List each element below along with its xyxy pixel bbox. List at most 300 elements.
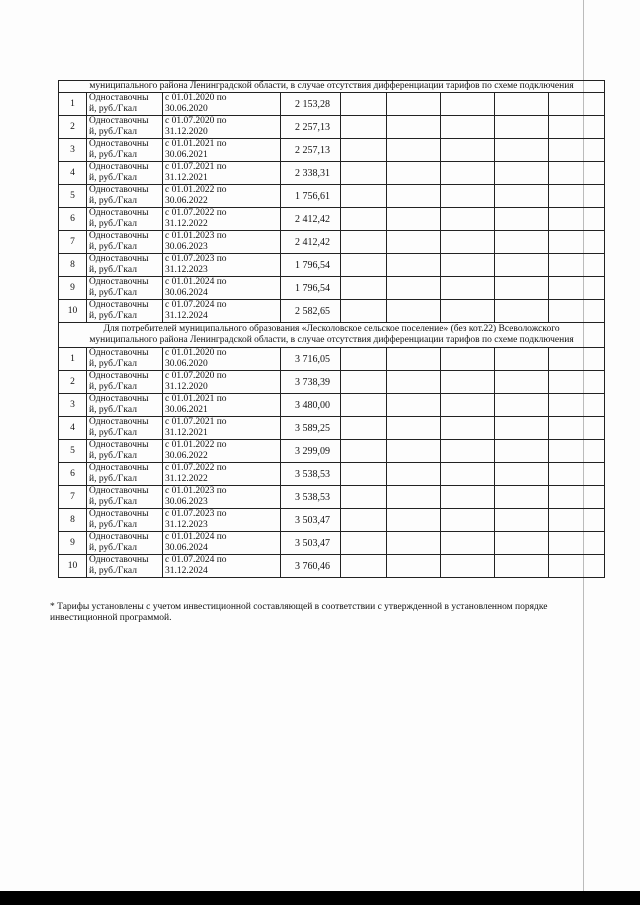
period-line: с 01.01.2020 по bbox=[165, 348, 227, 358]
row-number: 3 bbox=[70, 399, 75, 410]
row-number-cell bbox=[59, 208, 87, 231]
empty-cell bbox=[387, 93, 441, 116]
tariff-type-line: й, руб./Гкал bbox=[89, 173, 137, 183]
period-line: 30.06.2020 bbox=[165, 359, 208, 369]
empty-cell bbox=[495, 254, 549, 277]
empty-cell bbox=[341, 348, 387, 371]
price-cell bbox=[281, 348, 341, 371]
tariff-type-cell bbox=[87, 277, 163, 300]
empty-cell bbox=[387, 139, 441, 162]
tariff-type-line: Одноставочны bbox=[89, 555, 149, 565]
empty-cell bbox=[341, 371, 387, 394]
empty-cell bbox=[387, 371, 441, 394]
table-row bbox=[59, 417, 605, 440]
empty-cell bbox=[441, 417, 495, 440]
row-number-cell bbox=[59, 162, 87, 185]
empty-cell bbox=[549, 463, 605, 486]
empty-cell bbox=[387, 277, 441, 300]
empty-cell bbox=[549, 348, 605, 371]
tariff-type-line: Одноставочны bbox=[89, 394, 149, 404]
period-cell bbox=[163, 440, 281, 463]
period-line: 30.06.2020 bbox=[165, 104, 208, 114]
empty-cell bbox=[341, 555, 387, 578]
tariff-type-line: й, руб./Гкал bbox=[89, 566, 137, 576]
empty-cell bbox=[441, 371, 495, 394]
tariff-type-line: й, руб./Гкал bbox=[89, 428, 137, 438]
empty-cell bbox=[441, 231, 495, 254]
section-header-line: Для потребителей муниципального образования «Лесколовское сельское поселение» (без кот.22) Всеволожского bbox=[103, 324, 560, 334]
price-value: 3 716,05 bbox=[295, 353, 330, 365]
row-number-cell bbox=[59, 116, 87, 139]
empty-cell bbox=[441, 300, 495, 323]
empty-cell bbox=[549, 277, 605, 300]
period-line: 30.06.2023 bbox=[165, 497, 208, 507]
empty-cell bbox=[387, 185, 441, 208]
period-line: с 01.01.2021 по bbox=[165, 139, 227, 149]
empty-cell bbox=[387, 300, 441, 323]
row-number: 7 bbox=[70, 236, 75, 247]
price-cell bbox=[281, 509, 341, 532]
price-value: 2 412,42 bbox=[295, 213, 330, 225]
tariff-type-line: й, руб./Гкал bbox=[89, 127, 137, 137]
period-cell bbox=[163, 277, 281, 300]
row-number: 5 bbox=[70, 190, 75, 201]
period-line: с 01.01.2020 по bbox=[165, 93, 227, 103]
tariff-table bbox=[58, 80, 605, 578]
tariff-type-line: Одноставочны bbox=[89, 463, 149, 473]
tariff-type-line: Одноставочны bbox=[89, 440, 149, 450]
empty-cell bbox=[387, 532, 441, 555]
period-line: 31.12.2021 bbox=[165, 428, 208, 438]
price-value: 1 796,54 bbox=[295, 259, 330, 271]
period-line: 31.12.2020 bbox=[165, 382, 208, 392]
period-cell bbox=[163, 463, 281, 486]
price-value: 1 796,54 bbox=[295, 282, 330, 294]
price-cell bbox=[281, 371, 341, 394]
tariff-type-line: й, руб./Гкал bbox=[89, 497, 137, 507]
empty-cell bbox=[495, 371, 549, 394]
tariff-type-line: й, руб./Гкал bbox=[89, 382, 137, 392]
empty-cell bbox=[341, 440, 387, 463]
period-cell bbox=[163, 139, 281, 162]
empty-cell bbox=[549, 532, 605, 555]
table-row bbox=[59, 231, 605, 254]
empty-cell bbox=[549, 509, 605, 532]
price-cell bbox=[281, 277, 341, 300]
price-value: 2 257,13 bbox=[295, 144, 330, 156]
period-line: 31.12.2024 bbox=[165, 311, 208, 321]
empty-cell bbox=[549, 440, 605, 463]
period-line: с 01.01.2023 по bbox=[165, 486, 227, 496]
period-cell bbox=[163, 394, 281, 417]
price-cell bbox=[281, 116, 341, 139]
tariff-type-line: Одноставочны bbox=[89, 348, 149, 358]
period-line: с 01.01.2024 по bbox=[165, 532, 227, 542]
empty-cell bbox=[549, 93, 605, 116]
empty-cell bbox=[341, 532, 387, 555]
empty-cell bbox=[341, 93, 387, 116]
tariff-type-cell bbox=[87, 555, 163, 578]
period-line: 31.12.2020 bbox=[165, 127, 208, 137]
empty-cell bbox=[549, 116, 605, 139]
row-number: 8 bbox=[70, 259, 75, 270]
period-line: с 01.01.2024 по bbox=[165, 277, 227, 287]
tariff-type-line: Одноставочны bbox=[89, 509, 149, 519]
price-cell bbox=[281, 208, 341, 231]
empty-cell bbox=[441, 208, 495, 231]
tariff-type-line: Одноставочны bbox=[89, 277, 149, 287]
row-number: 10 bbox=[67, 305, 78, 316]
tariff-type-line: й, руб./Гкал bbox=[89, 543, 137, 553]
tariff-type-cell bbox=[87, 93, 163, 116]
period-cell bbox=[163, 185, 281, 208]
row-number-cell bbox=[59, 93, 87, 116]
table-row bbox=[59, 486, 605, 509]
empty-cell bbox=[441, 463, 495, 486]
empty-cell bbox=[495, 231, 549, 254]
empty-cell bbox=[341, 116, 387, 139]
price-cell bbox=[281, 394, 341, 417]
price-value: 3 589,25 bbox=[295, 422, 330, 434]
row-number-cell bbox=[59, 348, 87, 371]
tariff-type-cell bbox=[87, 162, 163, 185]
price-cell bbox=[281, 486, 341, 509]
price-cell bbox=[281, 93, 341, 116]
empty-cell bbox=[441, 486, 495, 509]
price-value: 2 412,42 bbox=[295, 236, 330, 248]
empty-cell bbox=[549, 555, 605, 578]
price-cell bbox=[281, 532, 341, 555]
table-row bbox=[59, 532, 605, 555]
row-number: 4 bbox=[70, 422, 75, 433]
period-line: 31.12.2022 bbox=[165, 219, 208, 229]
tariff-type-line: й, руб./Гкал bbox=[89, 150, 137, 160]
tariff-type-cell bbox=[87, 463, 163, 486]
empty-cell bbox=[495, 185, 549, 208]
row-number-cell bbox=[59, 231, 87, 254]
tariff-type-cell bbox=[87, 300, 163, 323]
price-cell bbox=[281, 185, 341, 208]
table-row bbox=[59, 463, 605, 486]
price-cell bbox=[281, 162, 341, 185]
empty-cell bbox=[549, 371, 605, 394]
row-number-cell bbox=[59, 394, 87, 417]
empty-cell bbox=[441, 440, 495, 463]
empty-cell bbox=[441, 394, 495, 417]
row-number: 1 bbox=[70, 353, 75, 364]
table-row bbox=[59, 555, 605, 578]
empty-cell bbox=[387, 231, 441, 254]
price-value: 2 153,28 bbox=[295, 98, 330, 110]
empty-cell bbox=[387, 417, 441, 440]
empty-cell bbox=[441, 162, 495, 185]
period-line: 30.06.2022 bbox=[165, 451, 208, 461]
empty-cell bbox=[495, 394, 549, 417]
empty-cell bbox=[495, 555, 549, 578]
tariff-type-cell bbox=[87, 371, 163, 394]
empty-cell bbox=[441, 532, 495, 555]
empty-cell bbox=[495, 139, 549, 162]
empty-cell bbox=[549, 300, 605, 323]
price-value: 2 257,13 bbox=[295, 121, 330, 133]
table-row bbox=[59, 371, 605, 394]
empty-cell bbox=[341, 417, 387, 440]
empty-cell bbox=[495, 208, 549, 231]
row-number: 9 bbox=[70, 537, 75, 548]
row-number: 1 bbox=[70, 98, 75, 109]
tariff-type-cell bbox=[87, 348, 163, 371]
section-header-line: муниципального района Ленинградской области, в случае отсутствия дифференциации тарифов по схеме подключения bbox=[89, 335, 574, 345]
empty-cell bbox=[341, 254, 387, 277]
row-number-cell bbox=[59, 371, 87, 394]
row-number-cell bbox=[59, 440, 87, 463]
empty-cell bbox=[441, 509, 495, 532]
row-number: 8 bbox=[70, 514, 75, 525]
tariff-type-cell bbox=[87, 139, 163, 162]
row-number: 9 bbox=[70, 282, 75, 293]
empty-cell bbox=[495, 116, 549, 139]
row-number-cell bbox=[59, 139, 87, 162]
empty-cell bbox=[387, 509, 441, 532]
empty-cell bbox=[341, 277, 387, 300]
row-number-cell bbox=[59, 509, 87, 532]
period-line: 30.06.2021 bbox=[165, 405, 208, 415]
period-line: 31.12.2023 bbox=[165, 265, 208, 275]
tariff-type-cell bbox=[87, 116, 163, 139]
row-number: 7 bbox=[70, 491, 75, 502]
price-cell bbox=[281, 440, 341, 463]
empty-cell bbox=[341, 509, 387, 532]
tariff-type-line: Одноставочны bbox=[89, 254, 149, 264]
period-cell bbox=[163, 300, 281, 323]
period-cell bbox=[163, 348, 281, 371]
row-number-cell bbox=[59, 532, 87, 555]
period-line: 30.06.2021 bbox=[165, 150, 208, 160]
tariff-type-cell bbox=[87, 394, 163, 417]
price-value: 3 738,39 bbox=[295, 376, 330, 388]
period-cell bbox=[163, 486, 281, 509]
tariff-type-cell bbox=[87, 208, 163, 231]
tariff-type-line: Одноставочны bbox=[89, 486, 149, 496]
price-cell bbox=[281, 139, 341, 162]
tariff-type-line: Одноставочны bbox=[89, 93, 149, 103]
price-cell bbox=[281, 254, 341, 277]
tariff-type-line: й, руб./Гкал bbox=[89, 196, 137, 206]
row-number: 2 bbox=[70, 376, 75, 387]
tariff-type-line: й, руб./Гкал bbox=[89, 242, 137, 252]
empty-cell bbox=[387, 463, 441, 486]
price-value: 3 299,09 bbox=[295, 445, 330, 457]
tariff-type-line: Одноставочны bbox=[89, 231, 149, 241]
tariff-type-line: й, руб./Гкал bbox=[89, 104, 137, 114]
empty-cell bbox=[341, 139, 387, 162]
tariff-type-line: й, руб./Гкал bbox=[89, 405, 137, 415]
period-line: с 01.01.2021 по bbox=[165, 394, 227, 404]
period-cell bbox=[163, 231, 281, 254]
period-cell bbox=[163, 116, 281, 139]
period-line: 30.06.2024 bbox=[165, 288, 208, 298]
empty-cell bbox=[441, 185, 495, 208]
empty-cell bbox=[441, 555, 495, 578]
table-row bbox=[59, 93, 605, 116]
row-number: 6 bbox=[70, 213, 75, 224]
empty-cell bbox=[441, 277, 495, 300]
price-cell bbox=[281, 555, 341, 578]
empty-cell bbox=[495, 348, 549, 371]
empty-cell bbox=[549, 208, 605, 231]
period-line: с 01.07.2021 по bbox=[165, 162, 227, 172]
period-line: с 01.07.2020 по bbox=[165, 371, 227, 381]
period-line: 30.06.2023 bbox=[165, 242, 208, 252]
section-header-2 bbox=[59, 323, 605, 348]
table-row bbox=[59, 254, 605, 277]
tariff-type-line: й, руб./Гкал bbox=[89, 474, 137, 484]
period-cell bbox=[163, 509, 281, 532]
tariff-type-line: Одноставочны bbox=[89, 208, 149, 218]
empty-cell bbox=[495, 93, 549, 116]
empty-cell bbox=[387, 440, 441, 463]
price-cell bbox=[281, 463, 341, 486]
tariff-type-cell bbox=[87, 486, 163, 509]
empty-cell bbox=[549, 394, 605, 417]
period-cell bbox=[163, 93, 281, 116]
price-value: 3 538,53 bbox=[295, 491, 330, 503]
table-row bbox=[59, 277, 605, 300]
tariff-type-cell bbox=[87, 532, 163, 555]
table-row bbox=[59, 162, 605, 185]
row-number: 10 bbox=[67, 560, 78, 571]
tariff-type-line: й, руб./Гкал bbox=[89, 311, 137, 321]
row-number: 6 bbox=[70, 468, 75, 479]
tariff-type-line: Одноставочны bbox=[89, 417, 149, 427]
row-number: 5 bbox=[70, 445, 75, 456]
tariff-type-cell bbox=[87, 509, 163, 532]
period-line: с 01.07.2020 по bbox=[165, 116, 227, 126]
price-value: 3 480,00 bbox=[295, 399, 330, 411]
price-value: 1 756,61 bbox=[295, 190, 330, 202]
tariff-type-line: й, руб./Гкал bbox=[89, 359, 137, 369]
row-number-cell bbox=[59, 300, 87, 323]
empty-cell bbox=[549, 185, 605, 208]
period-line: с 01.07.2024 по bbox=[165, 555, 227, 565]
period-line: с 01.07.2023 по bbox=[165, 254, 227, 264]
empty-cell bbox=[341, 208, 387, 231]
empty-cell bbox=[387, 486, 441, 509]
empty-cell bbox=[495, 532, 549, 555]
period-line: с 01.07.2022 по bbox=[165, 463, 227, 473]
table-row bbox=[59, 509, 605, 532]
empty-cell bbox=[549, 417, 605, 440]
empty-cell bbox=[387, 162, 441, 185]
empty-cell bbox=[441, 254, 495, 277]
empty-cell bbox=[387, 394, 441, 417]
tariff-type-line: Одноставочны bbox=[89, 162, 149, 172]
table-row bbox=[59, 394, 605, 417]
table-row bbox=[59, 440, 605, 463]
row-number: 4 bbox=[70, 167, 75, 178]
empty-cell bbox=[341, 231, 387, 254]
empty-cell bbox=[495, 277, 549, 300]
period-line: 30.06.2022 bbox=[165, 196, 208, 206]
empty-cell bbox=[341, 394, 387, 417]
period-cell bbox=[163, 555, 281, 578]
empty-cell bbox=[495, 417, 549, 440]
footnote: * Тарифы установлены с учетом инвестиционной составляющей в соответствии с утвержденной в установленном порядке инвестиционной программой. bbox=[50, 602, 548, 623]
empty-cell bbox=[549, 231, 605, 254]
tariff-type-line: Одноставочны bbox=[89, 371, 149, 381]
row-number-cell bbox=[59, 486, 87, 509]
table-row bbox=[59, 116, 605, 139]
empty-cell bbox=[341, 463, 387, 486]
price-value: 3 503,47 bbox=[295, 514, 330, 526]
empty-cell bbox=[549, 254, 605, 277]
empty-cell bbox=[495, 440, 549, 463]
price-value: 3 503,47 bbox=[295, 537, 330, 549]
tariff-type-line: й, руб./Гкал bbox=[89, 219, 137, 229]
period-line: 31.12.2023 bbox=[165, 520, 208, 530]
period-cell bbox=[163, 532, 281, 555]
period-line: 31.12.2022 bbox=[165, 474, 208, 484]
tariff-type-line: Одноставочны bbox=[89, 116, 149, 126]
empty-cell bbox=[495, 509, 549, 532]
tariff-type-line: й, руб./Гкал bbox=[89, 288, 137, 298]
period-line: с 01.07.2022 по bbox=[165, 208, 227, 218]
table-row bbox=[59, 300, 605, 323]
empty-cell bbox=[441, 116, 495, 139]
empty-cell bbox=[387, 254, 441, 277]
empty-cell bbox=[341, 486, 387, 509]
tariff-type-line: Одноставочны bbox=[89, 185, 149, 195]
row-number-cell bbox=[59, 555, 87, 578]
price-value: 2 582,65 bbox=[295, 305, 330, 317]
price-value: 3 538,53 bbox=[295, 468, 330, 480]
empty-cell bbox=[387, 348, 441, 371]
price-cell bbox=[281, 417, 341, 440]
tariff-type-cell bbox=[87, 231, 163, 254]
price-cell bbox=[281, 231, 341, 254]
row-number-cell bbox=[59, 254, 87, 277]
empty-cell bbox=[549, 162, 605, 185]
row-number-cell bbox=[59, 417, 87, 440]
period-cell bbox=[163, 208, 281, 231]
empty-cell bbox=[549, 486, 605, 509]
section-header-text: муниципального района Ленинградской области, в случае отсутствия дифференциации тарифов по схеме подключения bbox=[59, 81, 605, 93]
empty-cell bbox=[441, 139, 495, 162]
tariff-type-cell bbox=[87, 185, 163, 208]
row-number: 2 bbox=[70, 121, 75, 132]
period-line: 30.06.2024 bbox=[165, 543, 208, 553]
table-row bbox=[59, 348, 605, 371]
table-row bbox=[59, 208, 605, 231]
period-line: с 01.07.2023 по bbox=[165, 509, 227, 519]
period-line: 31.12.2024 bbox=[165, 566, 208, 576]
empty-cell bbox=[495, 300, 549, 323]
tariff-type-line: Одноставочны bbox=[89, 532, 149, 542]
period-cell bbox=[163, 254, 281, 277]
empty-cell bbox=[441, 93, 495, 116]
empty-cell bbox=[387, 116, 441, 139]
table-row bbox=[59, 185, 605, 208]
period-line: с 01.01.2022 по bbox=[165, 440, 227, 450]
tariff-type-line: й, руб./Гкал bbox=[89, 520, 137, 530]
empty-cell bbox=[549, 139, 605, 162]
period-cell bbox=[163, 162, 281, 185]
empty-cell bbox=[341, 185, 387, 208]
tariff-type-line: Одноставочны bbox=[89, 300, 149, 310]
period-line: с 01.07.2021 по bbox=[165, 417, 227, 427]
tariff-type-line: й, руб./Гкал bbox=[89, 451, 137, 461]
period-line: с 01.01.2023 по bbox=[165, 231, 227, 241]
